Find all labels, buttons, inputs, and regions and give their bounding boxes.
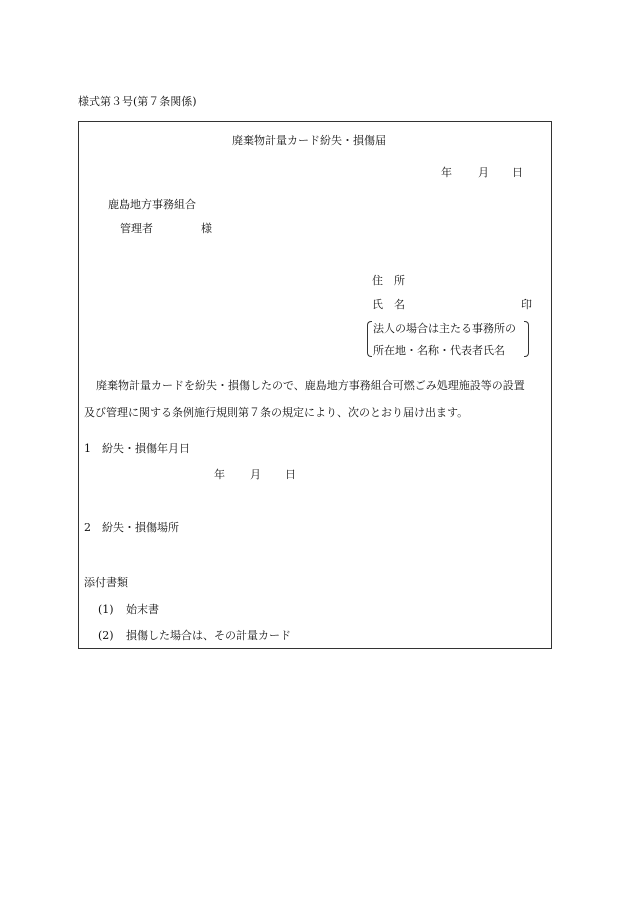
section2-heading: 2 紛失・損傷場所 (84, 521, 179, 534)
note-bracket-right (524, 321, 529, 357)
body-text-line2: 及び管理に関する条例施行規則第７条の規定により、次のとおり届け出ます。 (84, 406, 469, 419)
attachment-number: (1) (98, 603, 114, 616)
section1-heading: 1 紛失・損傷年月日 (84, 442, 190, 455)
corporate-note-line1: 法人の場合は主たる事務所の (373, 322, 516, 335)
form-number: 様式第３号(第７条関係) (78, 95, 197, 108)
note-bracket-left (367, 321, 372, 357)
corporate-note-line2: 所在地・名称・代表者氏名 (373, 344, 505, 357)
attachments-heading: 添付書類 (84, 576, 128, 589)
document-title: 廃棄物計量カード紛失・損傷届 (232, 134, 386, 147)
date-day: 日 (512, 166, 523, 179)
recipient-honorific: 様 (201, 222, 212, 235)
section1-month: 月 (250, 468, 261, 481)
attachment-number: (2) (98, 629, 114, 642)
name-label: 氏 名 (372, 298, 405, 311)
attachment-text: 損傷した場合は、その計量カード (126, 629, 291, 642)
section1-year: 年 (214, 468, 225, 481)
date-year: 年 (441, 166, 452, 179)
body-text-line1: 廃棄物計量カードを紛失・損傷したので、鹿島地方事務組合可燃ごみ処理施設等の設置 (96, 379, 525, 392)
seal-mark: 印 (521, 298, 532, 311)
attachment-text: 始末書 (126, 603, 159, 616)
date-month: 月 (478, 166, 489, 179)
recipient-organization: 鹿島地方事務組合 (108, 198, 196, 211)
address-label: 住 所 (372, 274, 405, 287)
recipient-manager: 管理者 (120, 222, 153, 235)
section1-day: 日 (285, 468, 296, 481)
